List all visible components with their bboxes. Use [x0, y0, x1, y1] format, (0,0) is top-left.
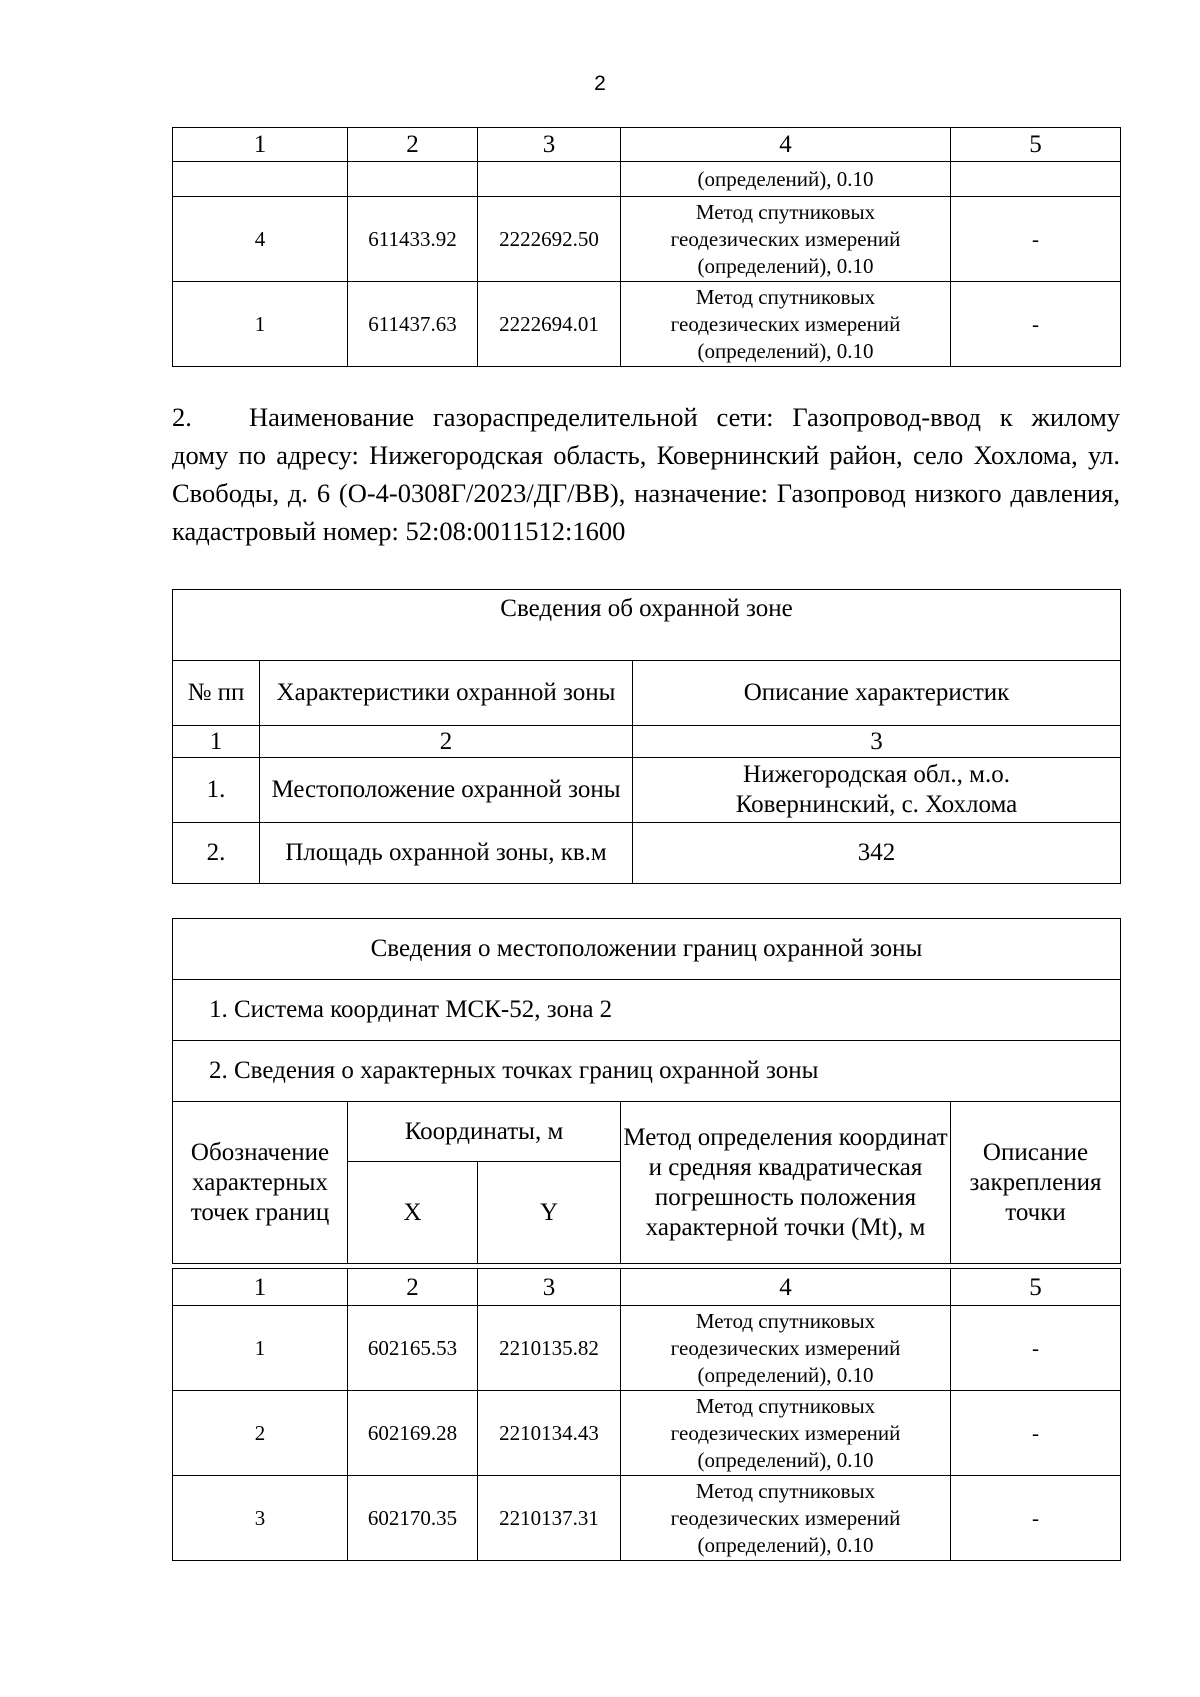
column-index: 2 — [260, 726, 633, 758]
point-cell: 4 — [173, 197, 348, 282]
row-number: 1. — [173, 758, 260, 823]
table-header-row — [173, 1102, 1121, 1162]
method-line: Метод спутниковых — [695, 199, 876, 224]
method-line: (определений), 0.10 — [697, 338, 874, 363]
description-cell: 342 — [633, 823, 1121, 884]
characteristic-cell: Площадь охранной зоны, кв.м — [260, 823, 633, 884]
point-cell: 1 — [173, 282, 348, 367]
table-title-row — [173, 919, 1121, 980]
method-cell — [621, 1476, 951, 1561]
method-cell — [621, 1306, 951, 1391]
method-cell: (определений), 0.10 — [621, 162, 951, 197]
column-index: 2 — [348, 1269, 478, 1306]
section-row — [173, 980, 1121, 1041]
method-line: геодезических измерений — [670, 1335, 901, 1360]
network-description — [172, 398, 1120, 550]
method-line: геодезических измерений — [670, 1505, 901, 1530]
table-row — [173, 823, 1121, 884]
point-cell: 1 — [173, 1306, 348, 1391]
column-index: 1 — [173, 1269, 348, 1306]
column-index: 4 — [621, 128, 951, 162]
method-line: Метод спутниковых — [695, 284, 876, 309]
y-cell — [478, 162, 621, 197]
method-cell — [621, 282, 951, 367]
table-row — [173, 1306, 1121, 1391]
y-cell: 2210135.82 — [478, 1306, 621, 1391]
header-point-label: Обозначение характерных точек границ — [173, 1102, 348, 1264]
column-index-row — [173, 726, 1121, 758]
column-index: 2 — [348, 128, 478, 162]
table-row — [173, 1476, 1121, 1561]
method-line: Метод спутниковых — [695, 1393, 876, 1418]
table-title-row — [173, 590, 1121, 661]
x-cell: 602169.28 — [348, 1391, 478, 1476]
table-title: Сведения об охранной зоне — [173, 590, 1121, 661]
column-index: 3 — [633, 726, 1121, 758]
table-row — [173, 282, 1121, 367]
header-num: № пп — [173, 661, 260, 726]
desc-cell: - — [951, 1476, 1121, 1561]
characteristic-cell: Местоположение охранной зоны — [260, 758, 633, 823]
y-cell: 2222692.50 — [478, 197, 621, 282]
desc-cell: - — [951, 282, 1121, 367]
method-line: Метод спутниковых — [695, 1308, 876, 1333]
column-index-row — [173, 128, 1121, 162]
table-row — [173, 758, 1121, 823]
description-cell — [633, 758, 1121, 823]
y-cell: 2210134.43 — [478, 1391, 621, 1476]
header-characteristic: Характеристики охранной зоны — [260, 661, 633, 726]
method-line: геодезических измерений — [670, 1420, 901, 1445]
row-number: 2. — [173, 823, 260, 884]
column-index: 5 — [951, 128, 1121, 162]
page-number: 2 — [594, 72, 606, 95]
x-cell: 611433.92 — [348, 197, 478, 282]
header-y: Y — [478, 1162, 621, 1264]
description-line: Ковернинский, с. Хохлома — [735, 791, 1018, 818]
method-line: геодезических измерений — [670, 311, 901, 336]
desc-cell: - — [951, 1306, 1121, 1391]
header-method: Метод определения координат и средняя квадратическая погрешность положения характерной точки (Mt), м — [621, 1102, 951, 1264]
paragraph-text: Наименование газораспределительной сети: Газопровод-ввод к жилому дому по адресу: Нижегородская область, Ковернинский район, село Хохлома, ул. Свободы, д. 6 (О-4-0308Г/2023/ДГ/ВВ), назначение: Газопровод низкого давления, кадастровый номер: 52:08:0011512:1600 — [172, 402, 1120, 546]
desc-cell — [951, 162, 1121, 197]
y-cell: 2222694.01 — [478, 282, 621, 367]
coordinates-table-continued — [172, 127, 1121, 367]
coordinate-system: 1. Система координат МСК-52, зона 2 — [173, 980, 1121, 1041]
method-line: (определений), 0.10 — [697, 1532, 874, 1557]
x-cell — [348, 162, 478, 197]
column-index: 1 — [173, 128, 348, 162]
column-index: 5 — [951, 1269, 1121, 1306]
x-cell: 611437.63 — [348, 282, 478, 367]
table-row — [173, 197, 1121, 282]
column-index: 1 — [173, 726, 260, 758]
zone-boundaries-table — [172, 918, 1121, 1264]
section-row — [173, 1041, 1121, 1102]
method-line: (определений), 0.10 — [697, 1362, 874, 1387]
point-cell: 2 — [173, 1391, 348, 1476]
table-header-row — [173, 661, 1121, 726]
x-cell: 602165.53 — [348, 1306, 478, 1391]
method-cell — [621, 197, 951, 282]
column-index-row — [173, 1269, 1121, 1306]
method-line: геодезических измерений — [670, 226, 901, 251]
paragraph-number: 2. — [172, 402, 192, 432]
header-fixing-description: Описание закрепления точки — [951, 1102, 1121, 1264]
method-line: (определений), 0.10 — [697, 253, 874, 278]
method-line: Метод спутниковых — [695, 1478, 876, 1503]
column-index: 3 — [478, 1269, 621, 1306]
desc-cell: - — [951, 197, 1121, 282]
method-line: (определений), 0.10 — [697, 1447, 874, 1472]
point-cell: 3 — [173, 1476, 348, 1561]
table-title: Сведения о местоположении границ охранной зоны — [173, 919, 1121, 980]
protection-zone-table — [172, 589, 1121, 884]
column-index: 4 — [621, 1269, 951, 1306]
table-row — [173, 1391, 1121, 1476]
boundary-points-table — [172, 1268, 1121, 1561]
column-index: 3 — [478, 128, 621, 162]
header-coordinates: Координаты, м — [348, 1102, 621, 1162]
method-cell — [621, 1391, 951, 1476]
x-cell: 602170.35 — [348, 1476, 478, 1561]
header-description: Описание характеристик — [633, 661, 1121, 726]
table-row — [173, 162, 1121, 197]
description-line: Нижегородская обл., м.о. — [743, 761, 1010, 788]
y-cell: 2210137.31 — [478, 1476, 621, 1561]
header-x: X — [348, 1162, 478, 1264]
desc-cell: - — [951, 1391, 1121, 1476]
points-section-title: 2. Сведения о характерных точках границ охранной зоны — [173, 1041, 1121, 1102]
point-cell — [173, 162, 348, 197]
